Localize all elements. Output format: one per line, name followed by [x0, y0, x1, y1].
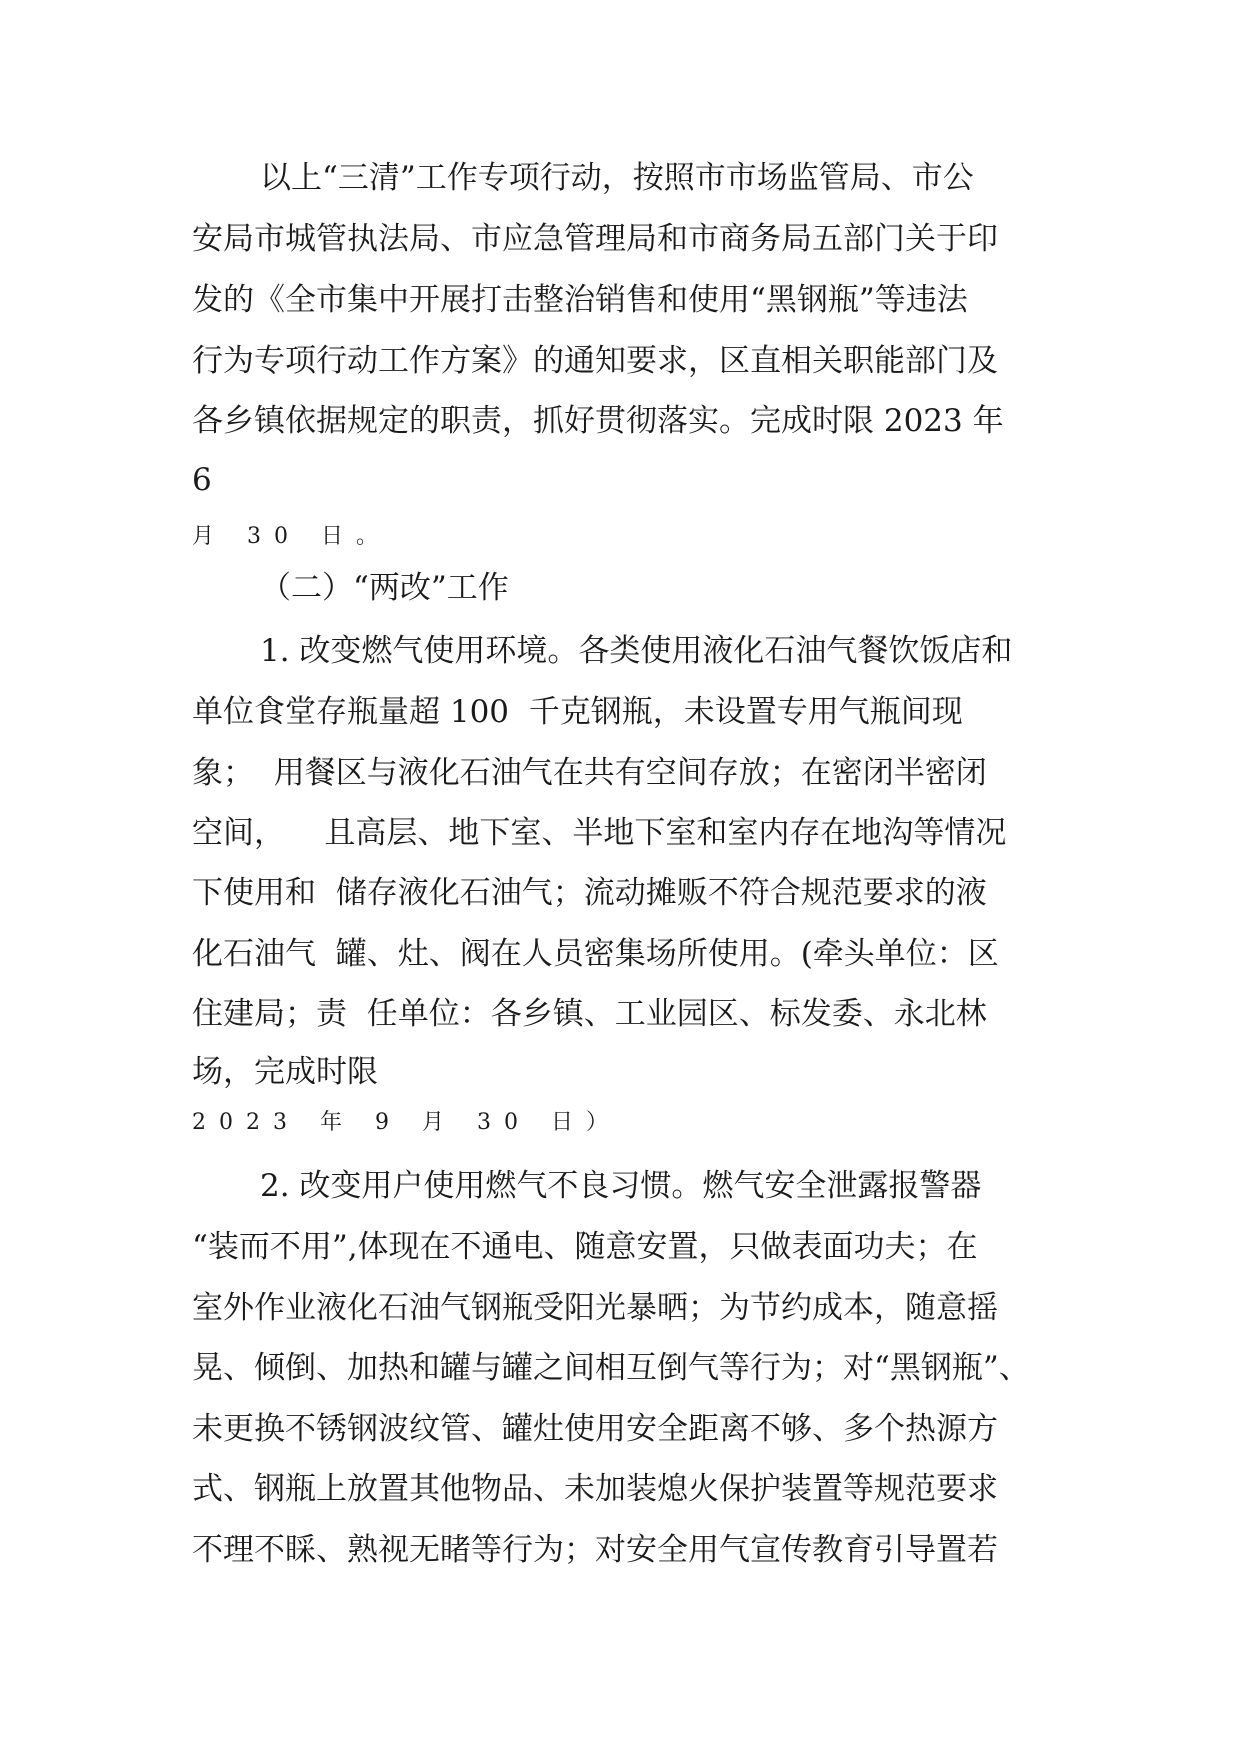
paragraph-line: 晃、倾倒、加热和罐与罐之间相互倒气等行为；对“黑钢瓶”、: [192, 1350, 1030, 1386]
paragraph-line: 2023 年 9 月 30 日）: [192, 1110, 621, 1135]
paragraph-line: 单位食堂存瓶量超 100 千克钢瓶，未设置专用气瓶间现: [192, 694, 963, 730]
paragraph-line: 象； 用餐区与液化石油气在共有空间存放；在密闭半密闭: [192, 755, 987, 791]
paragraph-line: 化石油气 罐、灶、阀在人员密集场所使用。(牵头单位：区: [192, 936, 999, 972]
paragraph-line: 住建局；责 任单位：各乡镇、工业园区、标发委、永北林: [192, 996, 987, 1032]
paragraph-line: 2. 改变用户使用燃气不良习惯。燃气安全泄露报警器: [260, 1168, 982, 1204]
paragraph-line: 场，完成时限: [192, 1054, 378, 1090]
paragraph-line: 1. 改变燃气使用环境。各类使用液化石油气餐饮饭店和: [260, 633, 1013, 669]
paragraph-line: 月 30 日。: [192, 524, 391, 549]
paragraph-line: 空间， 且高层、地下室、半地下室和室内存在地沟等情况: [192, 815, 1007, 851]
paragraph-line: 6: [192, 462, 212, 498]
paragraph-line: 行为专项行动工作方案》的通知要求，区直相关职能部门及: [192, 343, 998, 379]
paragraph-line: 发的《全市集中开展打击整治销售和使用“黑钢瓶”等违法: [192, 282, 968, 318]
section-heading: （二）“两改”工作: [260, 570, 509, 606]
paragraph-line: 室外作业液化石油气钢瓶受阳光暴晒；为节约成本，随意摇: [192, 1290, 998, 1326]
paragraph-line: 各乡镇依据规定的职责，抓好贯彻落实。完成时限 2023 年: [192, 403, 1004, 439]
paragraph-line: 未更换不锈钢波纹管、罐灶使用安全距离不够、多个热源方: [192, 1411, 998, 1447]
paragraph-line: 式、钢瓶上放置其他物品、未加装熄火保护装置等规范要求: [192, 1471, 998, 1507]
paragraph-line: 下使用和 储存液化石油气；流动摊贩不符合规范要求的液: [192, 875, 987, 911]
paragraph-line: 安局市城管执法局、市应急管理局和市商务局五部门关于印: [192, 221, 998, 257]
paragraph-line: 不理不睬、熟视无睹等行为；对安全用气宣传教育引导置若: [192, 1532, 998, 1568]
paragraph-line: “装而不用”,体现在不通电、随意安置，只做表面功夫；在: [192, 1229, 978, 1265]
paragraph-line: 以上“三清”工作专项行动，按照市市场监管局、市公: [260, 160, 974, 196]
